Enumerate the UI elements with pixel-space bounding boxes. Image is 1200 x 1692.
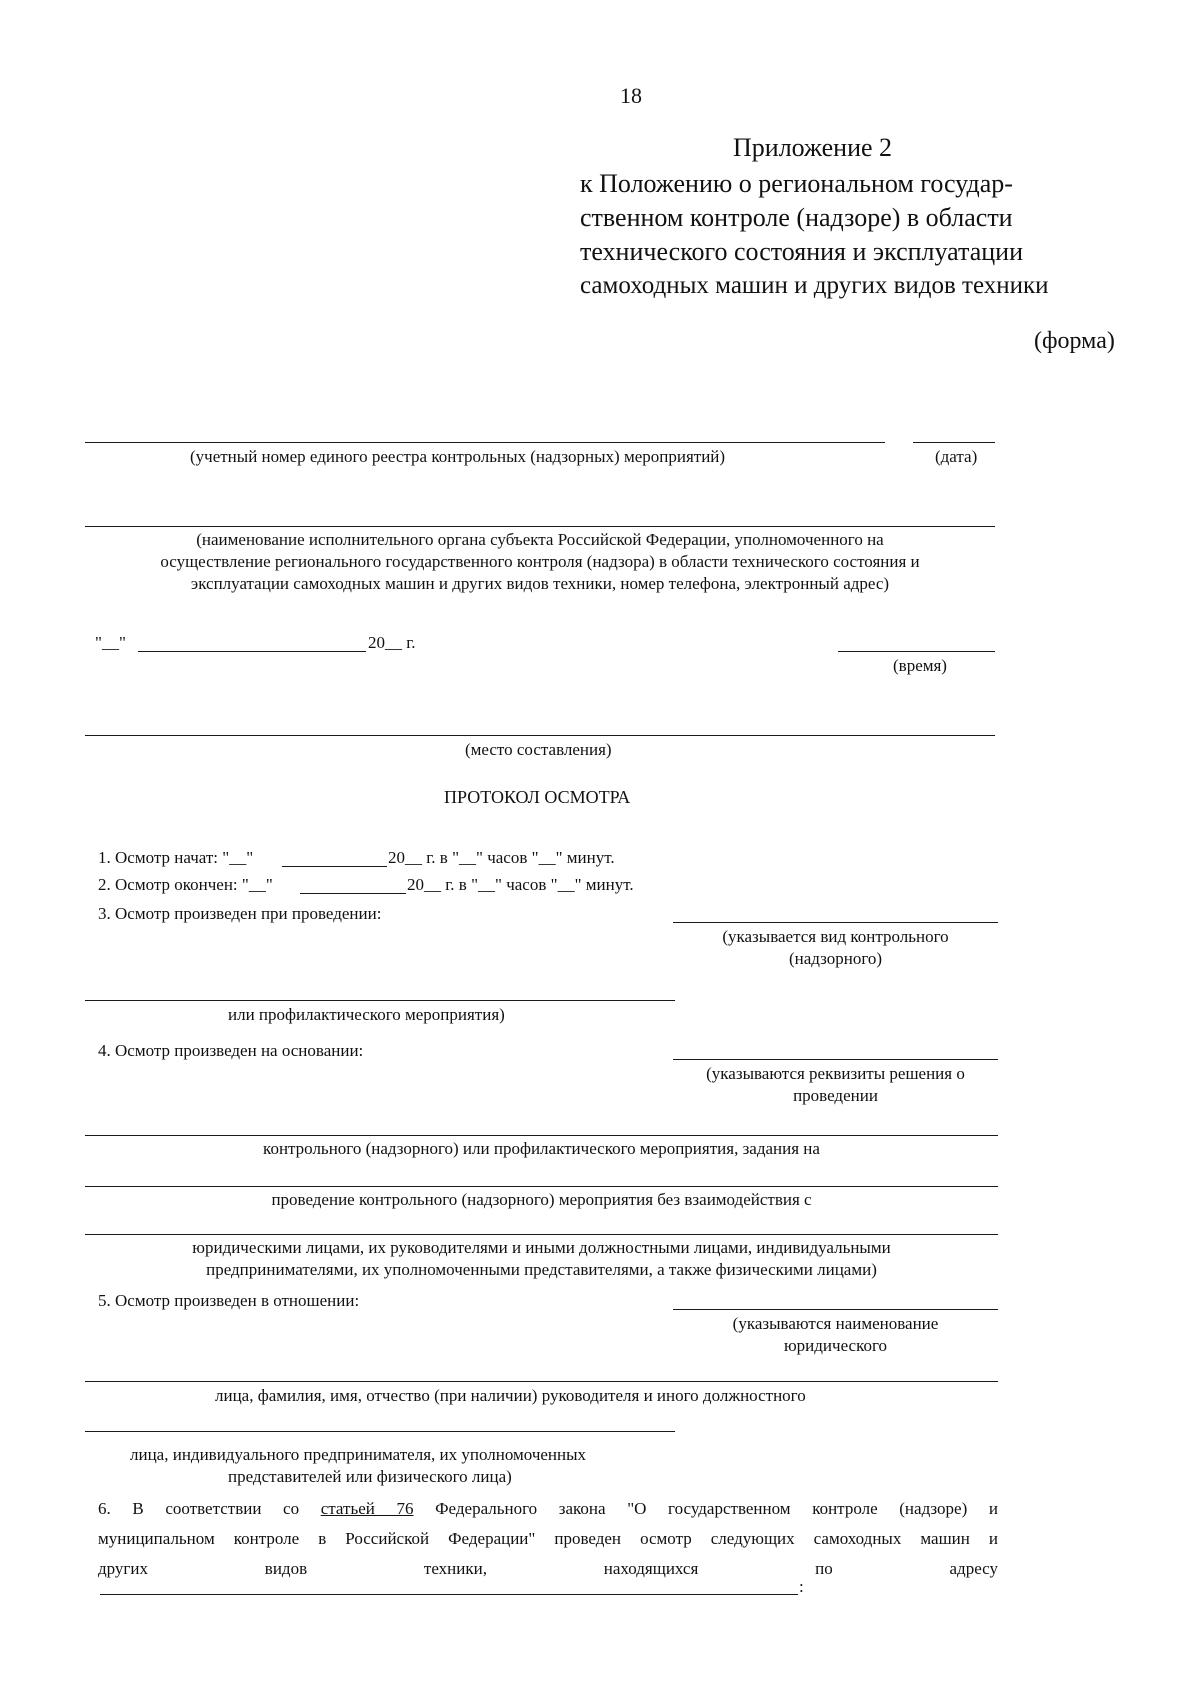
authority-caption-2: осуществление регионального государственного контроля (надзора) в области технического состояния и bbox=[160, 552, 920, 571]
appendix-line-3: технического состояния и эксплуатации bbox=[580, 237, 1023, 266]
item-3-caption-3: или профилактического мероприятия) bbox=[228, 1005, 505, 1024]
item-5-line-3[interactable] bbox=[85, 1431, 675, 1432]
item-3-caption-2: (надзорного) bbox=[788, 949, 883, 968]
item-4-line-3[interactable] bbox=[85, 1186, 998, 1187]
item-1-rest: 20__ г. в "__" часов "__" минут. bbox=[388, 848, 615, 867]
item-6-line-1 bbox=[98, 1498, 998, 1520]
item-5-line-1[interactable] bbox=[673, 1309, 998, 1310]
authority-line[interactable] bbox=[85, 526, 995, 527]
item-1-start: 1. Осмотр начат: "__" bbox=[98, 848, 254, 867]
protocol-title: ПРОТОКОЛ ОСМОТРА bbox=[444, 787, 631, 807]
time-line[interactable] bbox=[838, 651, 995, 652]
item-6-line-2: муниципальном контроле в Российской Федерации" проведен осмотр следующих самоходных машин и bbox=[98, 1529, 998, 1548]
item-4-caption-3: контрольного (надзорного) или профилактического мероприятия, задания на bbox=[263, 1139, 820, 1158]
item-4-line-4[interactable] bbox=[85, 1234, 998, 1235]
time-caption: (время) bbox=[893, 656, 947, 675]
date-month-line[interactable] bbox=[138, 651, 366, 652]
place-caption: (место составления) bbox=[465, 740, 612, 759]
address-colon: : bbox=[799, 1577, 804, 1596]
item-2-month-line[interactable] bbox=[300, 893, 406, 894]
item-3-caption-1: (указывается вид контрольного bbox=[722, 927, 949, 946]
item-5-caption-5: представителей или физического лица) bbox=[228, 1467, 512, 1486]
item-6-line-3: других видов техники, находящихся по адресу bbox=[98, 1559, 998, 1578]
place-line[interactable] bbox=[85, 735, 995, 736]
date-caption: (дата) bbox=[935, 447, 978, 466]
item-3-line-1[interactable] bbox=[673, 922, 998, 923]
authority-caption-3: эксплуатации самоходных машин и других видов техники, номер телефона, электронный адрес) bbox=[190, 574, 890, 593]
item-5-caption-2: юридического bbox=[783, 1336, 888, 1355]
item-4-line-2[interactable] bbox=[85, 1135, 998, 1136]
registry-number-line[interactable] bbox=[85, 442, 885, 443]
item-3-label: 3. Осмотр произведен при проведении: bbox=[98, 904, 382, 923]
appendix-line-1: к Положению о региональном государ- bbox=[580, 169, 1013, 198]
registry-date-line[interactable] bbox=[913, 442, 995, 443]
appendix-line-4: самоходных машин и других видов техники bbox=[580, 272, 1049, 299]
item-6-pre: 6. В соответствии со bbox=[98, 1499, 300, 1518]
address-line[interactable] bbox=[100, 1594, 798, 1595]
item-5-label: 5. Осмотр произведен в отношении: bbox=[98, 1291, 360, 1310]
item-4-caption-6: предпринимателями, их уполномоченными представителями, а также физическими лицами) bbox=[206, 1260, 877, 1279]
item-4-caption-5: юридическими лицами, их руководителями и иными должностными лицами, индивидуальными bbox=[192, 1238, 891, 1257]
item-5-caption-3: лица, фамилия, имя, отчество (при наличии) руководителя и иного должностного bbox=[215, 1386, 806, 1405]
date-year: 20__ г. bbox=[368, 633, 416, 652]
item-1-month-line[interactable] bbox=[282, 866, 387, 867]
law-article-link[interactable]: статьей 76 bbox=[320, 1499, 414, 1518]
item-2-start: 2. Осмотр окончен: "__" bbox=[98, 875, 273, 894]
date-day-quotes: "__" bbox=[95, 633, 126, 652]
page-number: 18 bbox=[620, 83, 642, 108]
appendix-line-2: ственном контроле (надзоре) в области bbox=[580, 203, 1013, 232]
form-mark: (форма) bbox=[1034, 328, 1115, 354]
item-2-rest: 20__ г. в "__" часов "__" минут. bbox=[407, 875, 634, 894]
item-3-line-2[interactable] bbox=[85, 1000, 675, 1001]
item-4-caption-2: проведении bbox=[793, 1086, 878, 1105]
item-5-caption-4: лица, индивидуального предпринимателя, их уполномоченных bbox=[130, 1445, 587, 1464]
item-5-caption-1: (указываются наименование bbox=[732, 1314, 939, 1333]
registry-caption: (учетный номер единого реестра контрольных (надзорных) мероприятий) bbox=[190, 447, 726, 466]
item-4-caption-1: (указываются реквизиты решения о bbox=[706, 1064, 965, 1083]
item-5-line-2[interactable] bbox=[85, 1381, 998, 1382]
authority-caption-1: (наименование исполнительного органа субъекта Российской Федерации, уполномоченного на bbox=[196, 530, 884, 549]
item-4-line-1[interactable] bbox=[673, 1059, 998, 1060]
appendix-title: Приложение 2 bbox=[733, 133, 893, 162]
item-6-post: Федерального закона "О государственном контроле (надзоре) и bbox=[413, 1499, 998, 1518]
item-4-label: 4. Осмотр произведен на основании: bbox=[98, 1041, 364, 1060]
item-4-caption-4: проведение контрольного (надзорного) мероприятия без взаимодействия с bbox=[271, 1190, 812, 1209]
